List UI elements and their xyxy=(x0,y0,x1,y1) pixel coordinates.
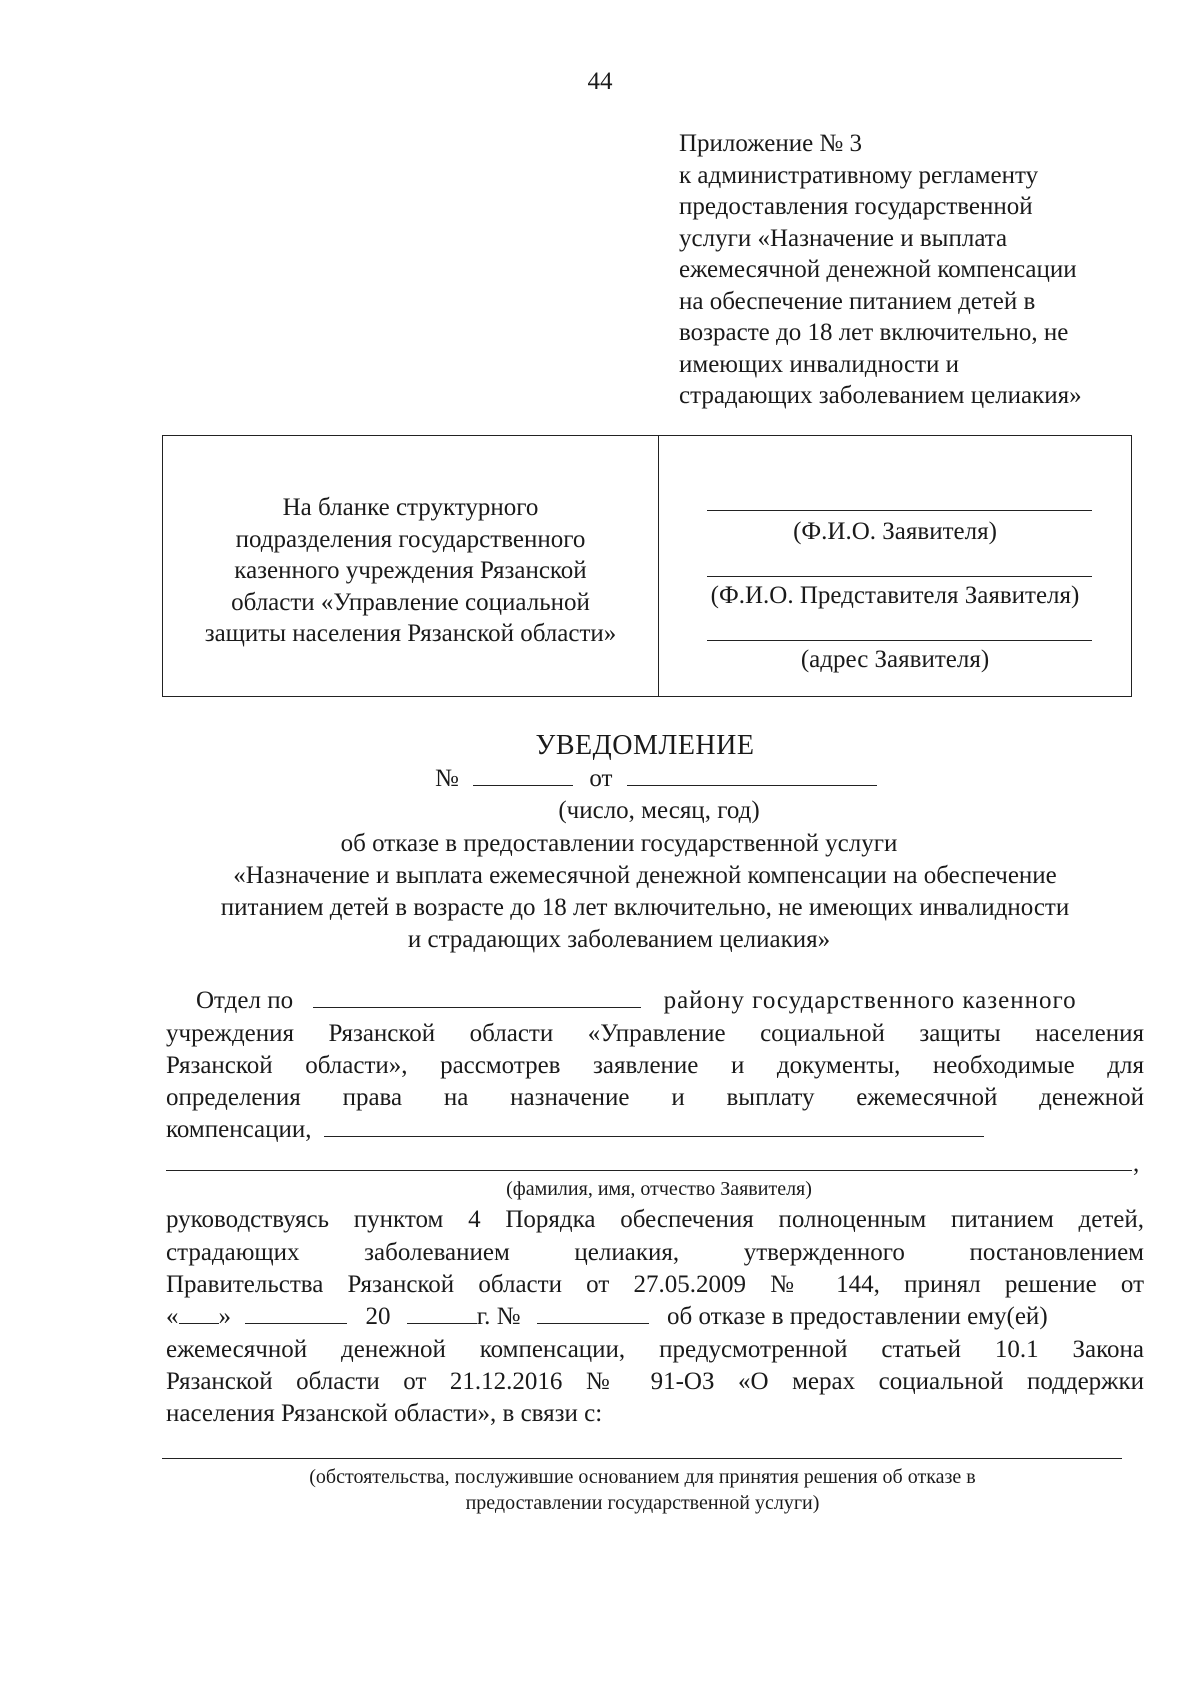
decision-day-field[interactable] xyxy=(179,1303,219,1324)
appendix-line: на обеспечение питанием детей в xyxy=(679,287,1036,315)
representative-name-field[interactable] xyxy=(707,576,1092,577)
appendix-line: услуги «Назначение и выплата xyxy=(679,224,1008,252)
org-line: казенного учреждения Рязанской xyxy=(234,557,587,584)
body-paragraph-2-line-4 xyxy=(166,1303,1144,1331)
notice-subject-line: питанием детей в возрасте до 18 лет включительно, не имеющих инвалидности xyxy=(220,894,1070,921)
district-field[interactable] xyxy=(313,987,641,1008)
body-paragraph-2-line: населения Рязанской области», в связи с: xyxy=(166,1400,603,1427)
org-line: На бланке структурного xyxy=(282,494,539,521)
appendix-line: к административному регламенту xyxy=(679,161,1039,189)
body-paragraph-2-line: руководствуясь пунктом 4 Порядка обеспечения полноценным питанием детей, xyxy=(166,1206,1144,1233)
body-text: 20 xyxy=(365,1303,391,1330)
body-text: об отказе в предоставлении ему(ей) xyxy=(667,1303,1048,1330)
notice-subject-line: «Назначение и выплата ежемесячной денежной компенсации на обеспечение xyxy=(233,862,1057,889)
notice-date-field[interactable] xyxy=(627,765,877,786)
notice-number-line xyxy=(435,765,877,793)
applicant-address-caption: (адрес Заявителя) xyxy=(800,646,990,673)
body-text: « xyxy=(166,1303,179,1330)
org-line: области «Управление социальной xyxy=(231,588,590,616)
notice-subject-line: и страдающих заболеванием целиакия» xyxy=(407,926,831,953)
body-paragraph-2-line: Правительства Рязанской области от 27.05.2009 № 144, принял решение от xyxy=(166,1271,1144,1298)
decision-year-field[interactable] xyxy=(407,1303,477,1324)
comma: , xyxy=(1133,1150,1140,1177)
appendix-line: страдающих заболеванием целиакия» xyxy=(679,382,1082,409)
number-label: № xyxy=(435,765,459,792)
appendix-heading xyxy=(679,128,1179,412)
body-text: » xyxy=(218,1303,231,1330)
representative-name-caption: (Ф.И.О. Представителя Заявителя) xyxy=(710,582,1080,609)
applicant-fullname-field[interactable] xyxy=(166,1170,1132,1171)
decision-number-field[interactable] xyxy=(537,1303,649,1324)
compensation-field[interactable] xyxy=(324,1116,984,1137)
refusal-reason-caption-line: предоставлении государственной услуги) xyxy=(465,1492,820,1514)
body-paragraph-2-line: Рязанской области от 21.12.2016 № 91-ОЗ «О мерах социальной поддержки xyxy=(166,1368,1144,1395)
applicant-fullname-caption: (фамилия, имя, отчество Заявителя) xyxy=(506,1178,812,1200)
org-line: подразделения государственного xyxy=(235,525,586,553)
body-paragraph-2-line: ежемесячной денежной компенсации, предусмотренной статьей 10.1 Закона xyxy=(166,1336,1144,1363)
body-text: г. № xyxy=(476,1303,521,1330)
org-letterhead-cell xyxy=(163,436,659,696)
body-paragraph-1-line-5 xyxy=(166,1116,1144,1144)
org-line: защиты населения Рязанской области» xyxy=(204,620,617,647)
applicant-name-field[interactable] xyxy=(707,510,1092,511)
applicant-address-field[interactable] xyxy=(707,640,1092,641)
body-paragraph-1-line: определения права на назначение и выплату ежемесячной денежной xyxy=(166,1084,1144,1111)
body-text: компенсации, xyxy=(166,1116,312,1143)
date-caption: (число, месяц, год) xyxy=(558,797,760,824)
org-letterhead-text xyxy=(163,492,658,650)
applicant-name-caption: (Ф.И.О. Заявителя) xyxy=(793,518,997,545)
notice-subject-line: об отказе в предоставлении государственной услуги xyxy=(340,830,898,857)
body-text: району государственного казенного xyxy=(663,987,1077,1014)
applicant-cell xyxy=(659,436,1131,696)
body-paragraph-2-line: страдающих заболеванием целиакия, утвержденного постановлением xyxy=(166,1239,1144,1266)
body-paragraph-1-line: Рязанской области», рассмотрев заявление и документы, необходимые для xyxy=(166,1052,1144,1079)
page-number: 44 xyxy=(587,68,613,95)
refusal-reason-field[interactable] xyxy=(162,1458,1122,1459)
header-table xyxy=(162,435,1132,697)
appendix-line: возрасте до 18 лет включительно, не xyxy=(679,319,1069,346)
body-text: Отдел по xyxy=(196,987,294,1014)
refusal-reason-caption-line: (обстоятельства, послужившие основанием для принятия решения об отказе в xyxy=(309,1466,976,1488)
from-label: от xyxy=(589,765,613,792)
appendix-line: Приложение № 3 xyxy=(679,130,863,157)
body-paragraph-1-line-1 xyxy=(166,987,1144,1015)
appendix-line: ежемесячной денежной компенсации xyxy=(679,256,1077,283)
appendix-line: предоставления государственной xyxy=(679,193,1033,220)
notice-title: УВЕДОМЛЕНИЕ xyxy=(535,730,755,761)
body-paragraph-1-line: учреждения Рязанской области «Управление социальной защиты населения xyxy=(166,1020,1144,1047)
decision-month-field[interactable] xyxy=(245,1303,347,1324)
notice-number-field[interactable] xyxy=(473,765,573,786)
appendix-line: имеющих инвалидности и xyxy=(679,350,960,378)
